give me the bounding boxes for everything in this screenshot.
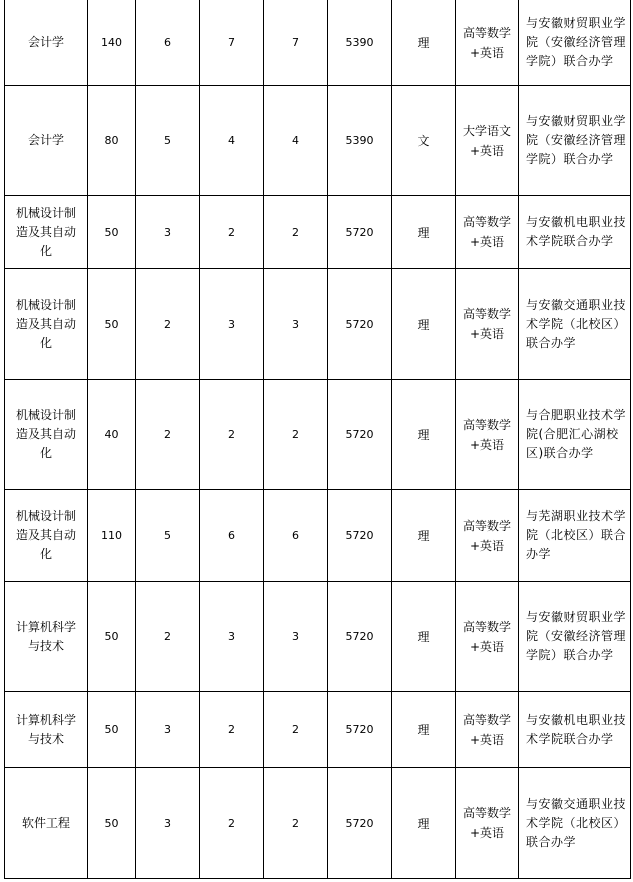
plan-count-cell [88,380,136,490]
joint-program-note: 与芜湖职业技术学院（北校区）联合办学 [526,509,627,561]
tuition-fee-cell [328,490,392,582]
subject-type-cell [392,692,456,768]
count-col-3-cell [264,380,328,490]
count-col-3-cell [264,692,328,768]
exam-subjects-cell [456,269,519,380]
count-col-1-cell [136,269,200,380]
subject-type-cell [392,490,456,582]
table-row [5,582,631,692]
count-col-1: 3 [164,723,171,736]
count-col-2: 2 [228,816,235,830]
exam-subjects-cell [456,86,519,196]
plan-count: 40 [104,428,119,441]
count-col-2: 7 [228,36,235,49]
count-col-2-cell [200,582,264,692]
count-col-3: 2 [292,723,299,736]
count-col-3: 3 [292,630,299,643]
joint-program-note-cell [519,582,631,692]
tuition-fee-cell [328,86,392,196]
count-col-1-cell [136,692,200,768]
count-col-2-cell [200,490,264,582]
tuition-fee-cell [328,692,392,768]
major-name: 计算机科学与技术 [15,712,76,746]
exam-subjects-cell [456,692,519,768]
count-col-2-cell [200,380,264,490]
exam-subjects: 高等数学+英语 [463,806,512,840]
table-row [5,86,631,196]
plan-count: 50 [104,317,119,331]
subject-type: 文 [417,134,430,148]
subject-type: 理 [417,529,430,543]
table-row [5,0,631,86]
tuition-fee: 5720 [345,630,374,643]
tuition-fee-cell [328,380,392,490]
plan-count-cell [88,490,136,582]
exam-subjects-cell [456,380,519,490]
tuition-fee: 5390 [345,134,374,147]
tuition-fee-cell [328,0,392,86]
major-name-cell [5,196,88,269]
count-col-3-cell [264,582,328,692]
major-name-cell [5,86,88,196]
count-col-1-cell [136,86,200,196]
joint-program-note-cell [519,0,631,86]
exam-subjects: 高等数学+英语 [463,417,512,452]
count-col-1-cell [136,768,200,879]
subject-type-cell [392,582,456,692]
tuition-fee-cell [328,196,392,269]
count-col-2-cell [200,692,264,768]
exam-subjects: 高等数学+英语 [463,215,512,249]
joint-program-note-cell [519,86,631,196]
count-col-1-cell [136,582,200,692]
plan-count: 50 [104,723,119,736]
exam-subjects: 高等数学+英语 [463,307,512,341]
count-col-3-cell [264,269,328,380]
count-col-3-cell [264,86,328,196]
enrollment-table [4,0,631,879]
count-col-1: 2 [164,428,171,441]
plan-count-cell [88,86,136,196]
joint-program-note-cell [519,692,631,768]
count-col-1-cell [136,196,200,269]
plan-count: 110 [101,529,122,542]
count-col-2: 6 [228,529,235,542]
count-col-2: 2 [228,225,235,239]
plan-count-cell [88,0,136,86]
joint-program-note-cell [519,380,631,490]
tuition-fee-cell [328,269,392,380]
major-name: 机械设计制造及其自动化 [15,408,76,460]
count-col-1: 2 [164,630,171,643]
subject-type: 理 [417,428,430,442]
plan-count-cell [88,196,136,269]
count-col-1: 3 [164,816,171,830]
major-name-cell [5,269,88,380]
major-name: 软件工程 [21,815,70,830]
table-row [5,380,631,490]
count-col-2: 3 [228,317,235,331]
count-col-3-cell [264,490,328,582]
count-col-1: 2 [164,317,171,331]
table-row [5,692,631,768]
count-col-3-cell [264,0,328,86]
count-col-3: 2 [292,816,299,830]
major-name-cell [5,692,88,768]
table-row [5,269,631,380]
count-col-1: 5 [164,134,171,147]
major-name: 会计学 [27,133,64,147]
count-col-3-cell [264,768,328,879]
tuition-fee: 5720 [345,428,374,441]
subject-type: 理 [417,317,430,332]
exam-subjects: 高等数学+英语 [463,619,512,654]
plan-count: 80 [104,134,119,147]
joint-program-note-cell [519,196,631,269]
count-col-2-cell [200,196,264,269]
count-col-1-cell [136,490,200,582]
joint-program-note-cell [519,269,631,380]
count-col-3: 6 [292,529,299,542]
major-name: 会计学 [27,35,64,49]
joint-program-note: 与安徽交通职业技术学院（北校区）联合办学 [526,796,627,849]
count-col-2-cell [200,86,264,196]
exam-subjects-cell [456,582,519,692]
count-col-2: 4 [228,134,235,147]
joint-program-note: 与安徽机电职业技术学院联合办学 [526,712,627,746]
exam-subjects-cell [456,490,519,582]
subject-type-cell [392,196,456,269]
count-col-3-cell [264,196,328,269]
plan-count: 140 [101,36,122,49]
exam-subjects-cell [456,196,519,269]
table-row [5,768,631,879]
count-col-1-cell [136,0,200,86]
exam-subjects: 大学语文+英语 [463,123,512,158]
joint-program-note: 与安徽机电职业技术学院联合办学 [526,215,627,248]
joint-program-note-cell [519,768,631,879]
major-name-cell [5,0,88,86]
exam-subjects: 高等数学+英语 [463,712,512,747]
count-col-2-cell [200,269,264,380]
exam-subjects-cell [456,768,519,879]
plan-count: 50 [104,630,119,643]
count-col-3: 7 [292,36,299,49]
subject-type-cell [392,0,456,86]
joint-program-note-cell [519,490,631,582]
table-row [5,196,631,269]
subject-type-cell [392,380,456,490]
tuition-fee: 5720 [345,816,374,830]
count-col-1-cell [136,380,200,490]
joint-program-note: 与安徽交通职业技术学院（北校区）联合办学 [526,297,627,350]
joint-program-note: 与合肥职业技术学院(合肥汇心湖校区)联合办学 [526,408,627,460]
tuition-fee: 5390 [345,36,374,49]
tuition-fee-cell [328,768,392,879]
major-name: 机械设计制造及其自动化 [15,205,76,258]
major-name: 计算机科学与技术 [15,619,76,653]
major-name: 机械设计制造及其自动化 [15,509,76,561]
count-col-2-cell [200,0,264,86]
subject-type: 理 [417,723,430,737]
plan-count-cell [88,269,136,380]
plan-count-cell [88,582,136,692]
count-col-3: 3 [292,317,299,331]
major-name-cell [5,582,88,692]
count-col-3: 2 [292,428,299,441]
plan-count: 50 [104,816,119,830]
tuition-fee: 5720 [345,723,374,736]
count-col-3: 2 [292,225,299,239]
subject-type: 理 [417,816,430,831]
exam-subjects: 高等数学+英语 [463,25,512,60]
joint-program-note: 与安徽财贸职业学院（安徽经济管理学院）联合办学 [526,610,627,662]
count-col-1: 5 [164,529,171,542]
tuition-fee: 5720 [345,529,374,542]
subject-type: 理 [417,225,430,240]
major-name: 机械设计制造及其自动化 [15,297,76,350]
count-col-2: 2 [228,723,235,736]
plan-count-cell [88,692,136,768]
plan-count: 50 [104,225,119,239]
tuition-fee: 5720 [345,317,374,331]
major-name-cell [5,490,88,582]
exam-subjects-cell [456,0,519,86]
table-row [5,490,631,582]
subject-type-cell [392,768,456,879]
joint-program-note: 与安徽财贸职业学院（安徽经济管理学院）联合办学 [526,114,627,166]
count-col-2: 2 [228,428,235,441]
exam-subjects: 高等数学+英语 [463,518,512,553]
count-col-2: 3 [228,630,235,643]
tuition-fee: 5720 [345,225,374,239]
plan-count-cell [88,768,136,879]
count-col-1: 6 [164,36,171,49]
joint-program-note: 与安徽财贸职业学院（安徽经济管理学院）联合办学 [526,16,627,68]
count-col-3: 4 [292,134,299,147]
subject-type: 理 [417,630,430,644]
count-col-2-cell [200,768,264,879]
major-name-cell [5,768,88,879]
subject-type-cell [392,269,456,380]
count-col-1: 3 [164,225,171,239]
tuition-fee-cell [328,582,392,692]
subject-type: 理 [417,36,430,50]
subject-type-cell [392,86,456,196]
major-name-cell [5,380,88,490]
